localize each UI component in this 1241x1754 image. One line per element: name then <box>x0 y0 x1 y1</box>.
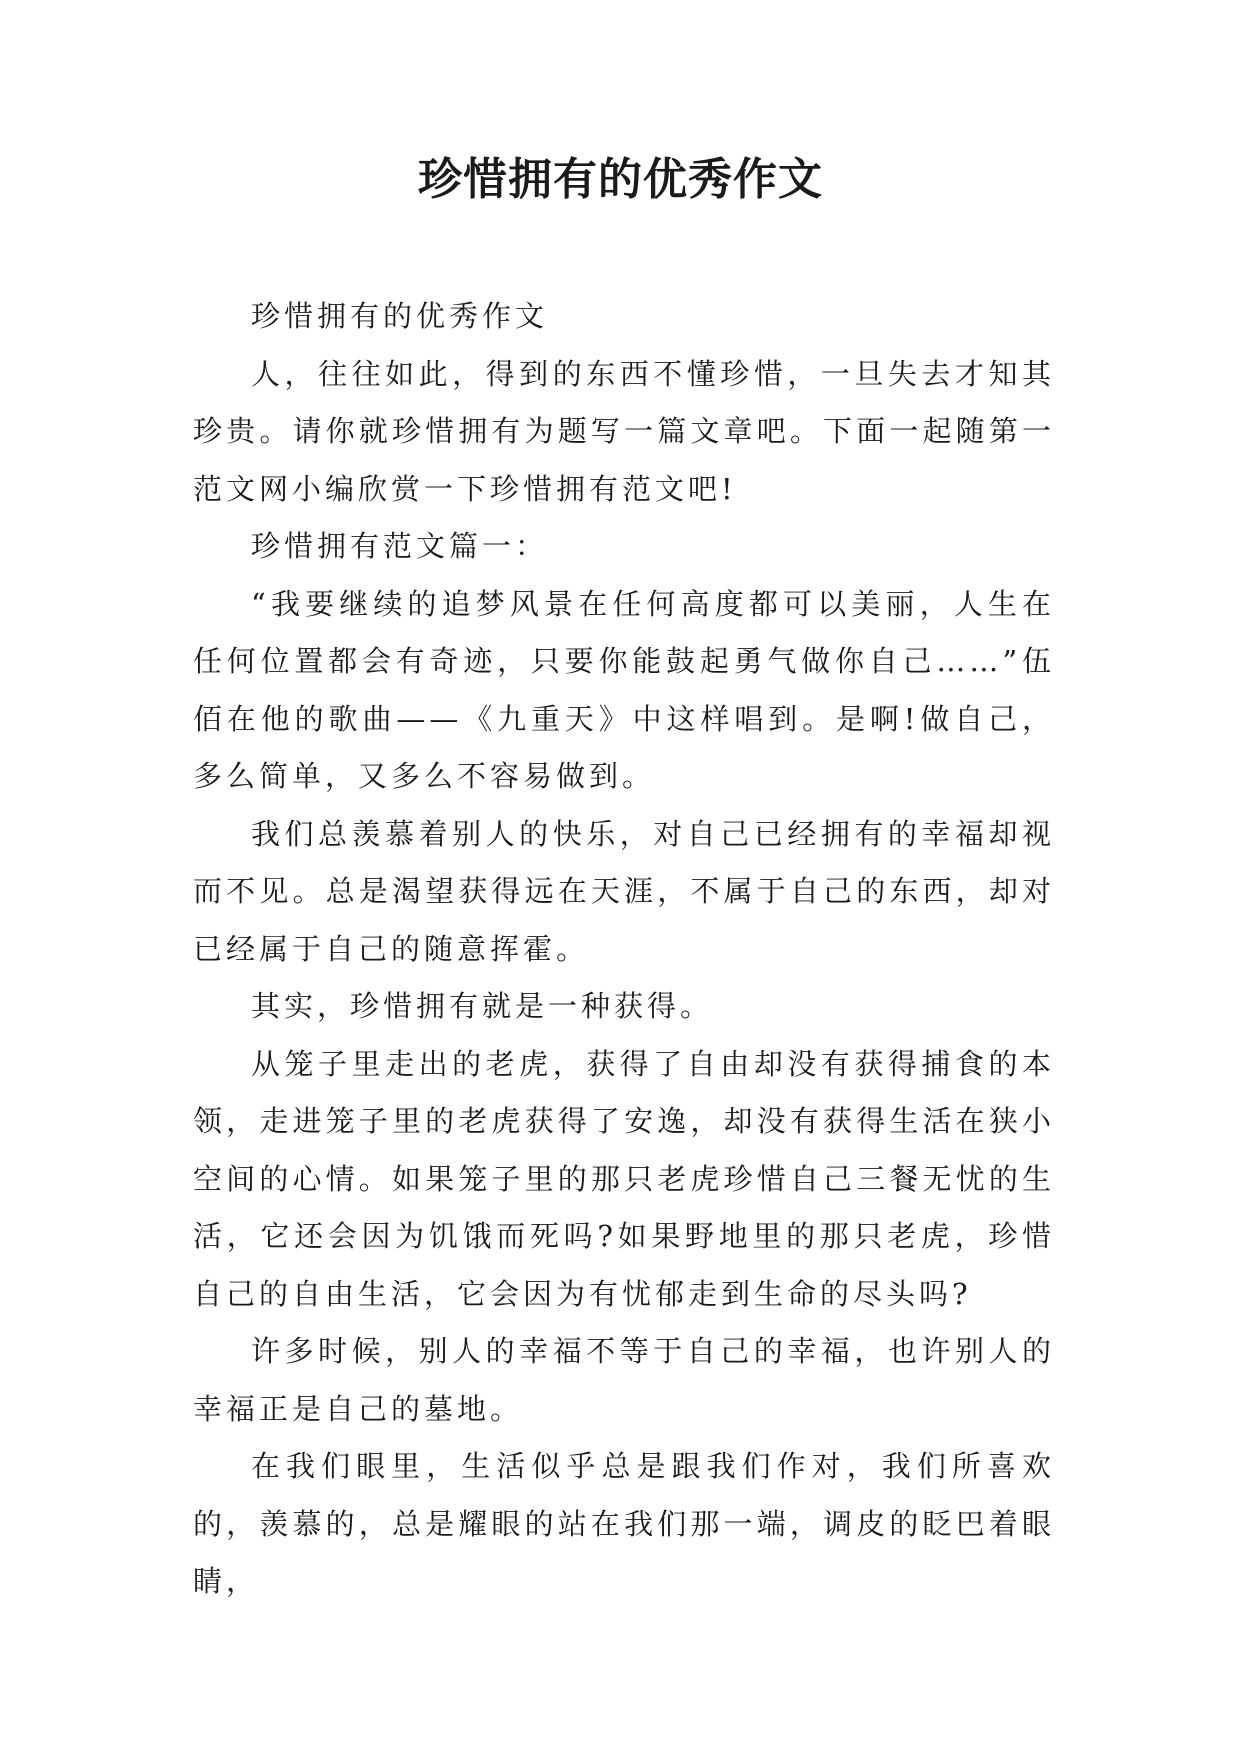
paragraph-tiger: 从笼子里走出的老虎，获得了自由却没有获得捕食的本领，走进笼子里的老虎获得了安逸，却没有获得生活在狭小空间的心情。如果笼子里的那只老虎珍惜自己三餐无忧的生活，它还会因为饥饿而死吗?如果野地里的那只老虎，珍惜自己的自由生活，它会因为有忧郁走到生命的尽头吗? <box>193 1046 1055 1311</box>
paragraph-intro: 人，往往如此，得到的东西不懂珍惜，一旦失去才知其珍贵。请你就珍惜拥有为题写一篇文章吧。下面一起随第一范文网小编欣赏一下珍惜拥有范文吧! <box>193 356 1055 506</box>
paragraph-subtitle: 珍惜拥有的优秀作文 <box>251 299 549 333</box>
paragraph-happiness: 许多时候，别人的幸福不等于自己的幸福，也许别人的幸福正是自己的墓地。 <box>193 1334 1055 1426</box>
paragraph-envy: 我们总羡慕着别人的快乐，对自己已经拥有的幸福却视而不见。总是渴望获得远在天涯，不属于自己的东西，却对已经属于自己的随意挥霍。 <box>193 816 1055 966</box>
document-title: 珍惜拥有的优秀作文 <box>418 154 823 205</box>
paragraph-section-heading: 珍惜拥有范文篇一： <box>251 529 549 563</box>
document-body <box>193 288 1055 1611</box>
paragraph-life: 在我们眼里，生活似乎总是跟我们作对，我们所喜欢的，羡慕的，总是耀眼的站在我们那一端，调皮的眨巴着眼睛， <box>193 1449 1055 1598</box>
paragraph-quote: “我要继续的追梦风景在任何高度都可以美丽，人生在任何位置都会有奇迹，只要你能鼓起勇气做你自己……”伍佰在他的歌曲——《九重天》中这样唱到。是啊!做自己，多么简单，又多么不容易做到。 <box>193 586 1055 793</box>
paragraph-thesis: 其实，珍惜拥有就是一种获得。 <box>251 989 714 1023</box>
